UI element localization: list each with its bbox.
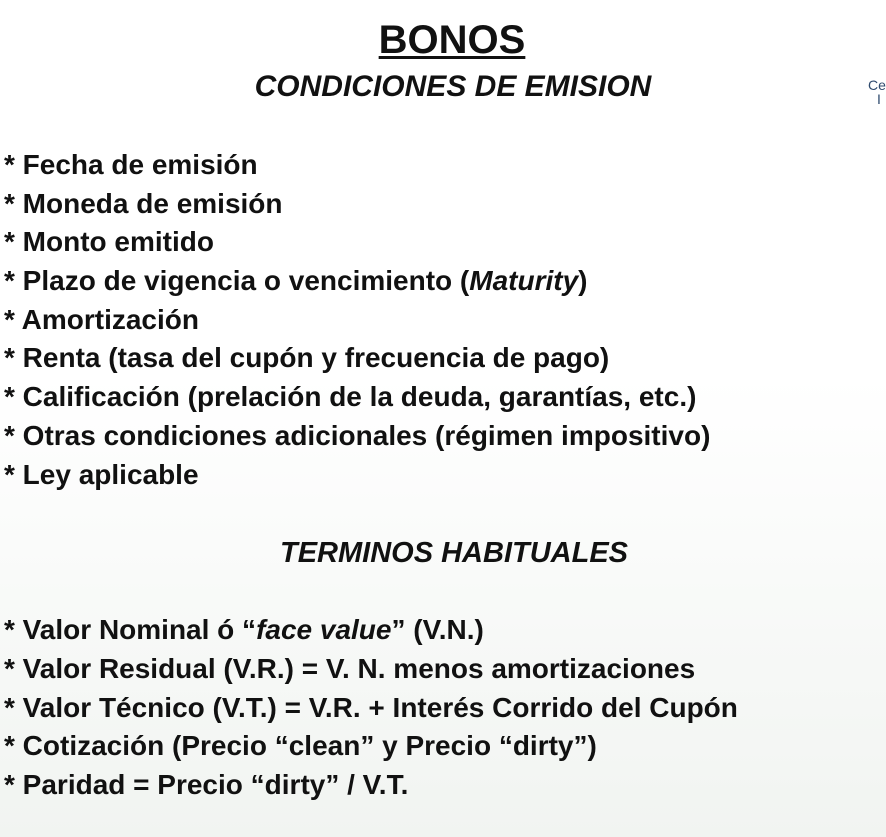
- list-item: * Fecha de emisión: [4, 149, 258, 180]
- corner-logo-text: [868, 78, 886, 106]
- list-item: [4, 262, 710, 301]
- list-item: * Renta (tasa del cupón y frecuencia de pago): [4, 342, 610, 374]
- list-item: * Amortización: [4, 303, 199, 335]
- list-item: * Valor Técnico (V.T.) = V.R. + Interés Corrido del Cupón: [4, 691, 738, 723]
- corner-logo-line-2: I: [877, 91, 881, 106]
- section-heading: TERMINOS HABITUALES: [280, 537, 628, 569]
- list-item: * Paridad = Precio “dirty” / V.T.: [4, 769, 409, 801]
- list-item-text-end: ): [578, 265, 588, 297]
- usual-terms-list: [4, 611, 738, 805]
- list-item: * Moneda de emisión: [4, 187, 283, 219]
- list-item: * Cotización (Precio “clean” y Precio “dirty”): [4, 730, 597, 762]
- list-item: * Calificación (prelación de la deuda, garantías, etc.): [4, 381, 697, 413]
- list-item: * Valor Residual (V.R.) = V. N. menos amortizaciones: [4, 652, 696, 684]
- emission-conditions-list: [4, 146, 710, 494]
- list-item-text: * Plazo de vigencia o vencimiento (: [4, 265, 470, 297]
- list-item: * Otras condiciones adicionales (régimen impositivo): [4, 419, 711, 451]
- corner-logo-line-1: Ce: [868, 78, 886, 93]
- list-item: [4, 611, 738, 650]
- list-item-text-end: ” (V.N.): [391, 614, 484, 645]
- slide-title: BONOS: [378, 18, 526, 62]
- slide-subtitle: CONDICIONES DE EMISION: [254, 70, 652, 103]
- list-item-italic-text: face value: [256, 614, 392, 645]
- list-item: * Monto emitido: [4, 226, 214, 258]
- list-item-text: * Valor Nominal ó “: [4, 614, 257, 645]
- list-item: * Ley aplicable: [4, 458, 199, 490]
- list-item-italic-text: Maturity: [469, 265, 579, 297]
